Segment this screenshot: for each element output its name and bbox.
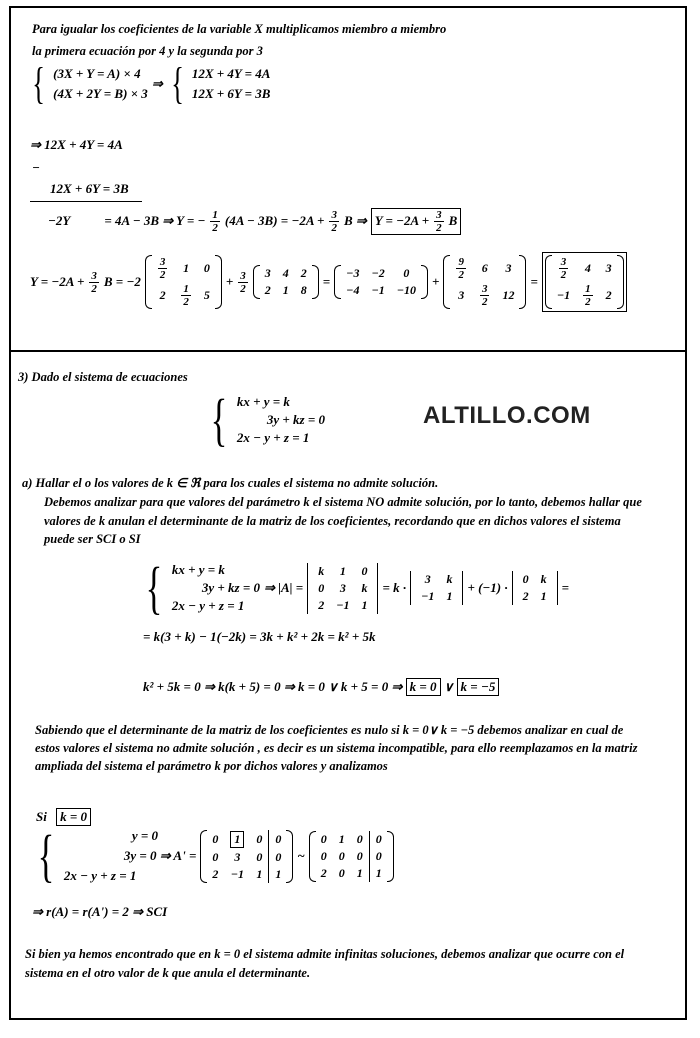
item-3-heading: 3) Dado el sistema de ecuaciones [18, 370, 188, 384]
determinant-row: { kx + y = k 3y + kz = 0 2x − y + z = 1 ⇒ |A| = k 1 0 0 3 k 2 −1 1 = k · 3 k −1 1 + (−1) · 0 k 2 1 = [145, 555, 570, 620]
matrix-m5: $\frac{3}{2}$ 4 3 −1 $\frac{1}{2}$ 2 [556, 256, 612, 308]
matrix-m2: 3 4 2 2 1 8 [264, 266, 307, 297]
case-k0-system: { y = 0 3y = 0 ⇒ A' = 2x − y + z = 1 0 1 0 0 0 3 0 0 2 −1 1 1 ~ 0 1 0 0 0 0 0 0 2 0 1 1 [32, 828, 394, 884]
paragraph-2-line-3: ampliada del sistema el parámetro k por dichos valores y analizamos [35, 759, 388, 773]
rank-result: ⇒ r(A) = r(A') = 2 ⇒ SCI [32, 904, 168, 919]
matrix-m1: $\frac{3}{2}$ 1 0 2 $\frac{1}{2}$ 5 [159, 256, 210, 308]
roots-row: k² + 5k = 0 ⇒ k(k + 5) = 0 ⇒ k = 0 ∨ k + 5 = 0 ⇒ k = 0 ∨ k = −5 [143, 678, 499, 696]
y-result-box: Y = −2A + $\frac{3}{2}$ B [371, 208, 462, 235]
altillo-logo: ALTILLO.COM [423, 402, 591, 429]
system-multiplied: { (3X + Y = A) × 4 (4X + 2Y = B) × 3 ⇒ { 12X + 4Y = 4A 12X + 6Y = 3B [32, 59, 271, 108]
subtraction-line [30, 201, 142, 202]
part-a-heading: a) Hallar el o los valores de k ∈ ℜ para los cuales el sistema no admite solución. [22, 476, 439, 490]
expansion: = k(3 + k) − 1(−2k) = 3k + k² + 2k = k² + 5k [143, 629, 376, 644]
matrix-m3: −3 −2 0 −4 −1 −10 [346, 266, 417, 297]
part-a-line-3: puede ser SCI o SI [44, 532, 141, 546]
part-a-line-1: Debemos analizar para que valores del parámetro k el sistema NO admite solución, por lo tanto, debemos hallar que [44, 495, 642, 509]
intro-line-1: Para igualar los coeficientes de la variable X multiplicamos miembro a miembro [32, 22, 447, 36]
root-0-box: k = 0 [406, 678, 441, 696]
step-a: ⇒ 12X + 4Y = 4A [30, 137, 123, 152]
intro-line-2: la primera ecuación por 4 y la segunda por 3 [32, 44, 263, 58]
step-b: 12X + 6Y = 3B [50, 181, 129, 196]
system-equations: { kx + y = k 3y + kz = 0 2x − y + z = 1 [210, 387, 325, 452]
paragraph-2-line-1: Sabiendo que el determinante de la matriz de los coeficientes es nulo si k = 0∨ k = −5 debemos analizar en cual de [35, 723, 624, 737]
final-line-1: Si bien ya hemos encontrado que en k = 0 el sistema admite infinitas soluciones, debemos analizar que ocurre con el [25, 947, 625, 961]
difference-row: −2Y = 4A − 3B ⇒ Y = − $\frac{1}{2}$ (4A − 3B) = −2A + $\frac{3}{2}$ B ⇒ Y = −2A + $\frac{3}{2}$ B [48, 208, 461, 235]
part-a-line-2: valores de k anulan el determinante de la matriz de los coeficientes, recordando que en dichos valores el sistema [44, 514, 621, 528]
matrix-m4: $\frac{9}{2}$ 6 3 3 $\frac{3}{2}$ 12 [458, 256, 515, 308]
paragraph-2-line-2: estos valores el sistema no admite solución , es decir es un sistema incompatible, para ello reemplazamos en la matriz [35, 741, 638, 755]
root-neg5-box: k = −5 [457, 678, 500, 696]
case-k0-label: Si k = 0 [36, 808, 91, 826]
final-matrix-row: Y = −2A + $\frac{3}{2}$ B = −2 $\frac{3}{2}$ 1 0 2 $\frac{1}{2}$ 5 + $\frac{3}{2}$ 3 4 2 2 1 8 = −3 −2 0 −4 −1 −10 + $\frac{9}{2}$ 6 3 3 $\frac{3}{2}$ 12 = $\frac{3}{2}$ 4 3 −1 $\frac{1}{2}$ 2 [30, 252, 627, 312]
final-line-2: sistema en el otro valor de k que anula el determinante. [25, 966, 311, 980]
minus-sign: − [32, 160, 40, 175]
